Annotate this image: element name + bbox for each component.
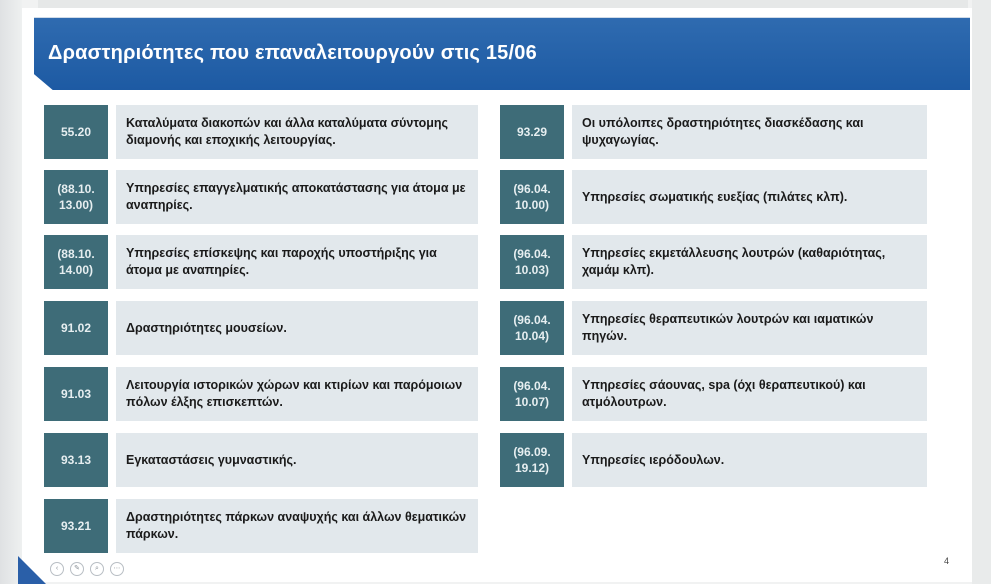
activity-code: 93.21 xyxy=(44,499,108,553)
slide-title: Δραστηριότητες που επαναλειτουργούν στις 15/06 xyxy=(48,42,537,64)
activity-description: Λειτουργία ιστορικών χώρων και κτιρίων και παρόμοιων πόλων έλξης επισκεπτών. xyxy=(116,367,478,421)
list-item xyxy=(500,105,927,159)
activity-code: 91.03 xyxy=(44,367,108,421)
pen-icon[interactable]: ✎ xyxy=(70,562,84,576)
activity-description: Υπηρεσίες επίσκεψης και παροχής υποστήριξης για άτομα με αναπηρίες. xyxy=(116,235,478,289)
list-item xyxy=(44,433,478,487)
list-item xyxy=(44,301,478,355)
activity-code: 55.20 xyxy=(44,105,108,159)
slide xyxy=(22,8,972,582)
list-item xyxy=(500,301,927,355)
right-edge xyxy=(972,0,991,584)
activity-code: 93.13 xyxy=(44,433,108,487)
activity-code: (96.04. 10.07) xyxy=(500,367,564,421)
activity-code: 91.02 xyxy=(44,301,108,355)
activity-description: Υπηρεσίες επαγγελματικής αποκατάστασης για άτομα με αναπηρίες. xyxy=(116,170,478,224)
activity-description: Υπηρεσίες σωματικής ευεξίας (πιλάτες κλπ). xyxy=(572,170,927,224)
activity-code: 93.29 xyxy=(500,105,564,159)
slide-toolbar xyxy=(50,562,124,576)
activity-description: Εγκαταστάσεις γυμναστικής. xyxy=(116,433,478,487)
top-bar xyxy=(38,0,968,8)
corner-triangle xyxy=(18,556,46,584)
list-item xyxy=(44,235,478,289)
page-number: 4 xyxy=(944,556,950,566)
list-item xyxy=(44,367,478,421)
list-item xyxy=(500,235,927,289)
activity-code: (88.10. 14.00) xyxy=(44,235,108,289)
activity-code: (96.04. 10.04) xyxy=(500,301,564,355)
activity-description: Δραστηριότητες πάρκων αναψυχής και άλλων θεματικών πάρκων. xyxy=(116,499,478,553)
list-item xyxy=(44,499,478,553)
list-item xyxy=(500,367,927,421)
prev-slide-icon[interactable]: ‹ xyxy=(50,562,64,576)
activity-code: (96.04. 10.00) xyxy=(500,170,564,224)
activity-code: (88.10. 13.00) xyxy=(44,170,108,224)
activity-description: Υπηρεσίες θεραπευτικών λουτρών και ιαματικών πηγών. xyxy=(572,301,927,355)
list-item xyxy=(500,433,927,487)
list-item xyxy=(44,105,478,159)
left-edge xyxy=(0,0,22,584)
activity-description: Υπηρεσίες σάουνας, spa (όχι θεραπευτικού) και ατμόλουτρων. xyxy=(572,367,927,421)
list-item xyxy=(500,170,927,224)
more-options-icon[interactable]: ⋯ xyxy=(110,562,124,576)
list-item xyxy=(44,170,478,224)
activity-description: Υπηρεσίες εκμετάλλευσης λουτρών (καθαριότητας, χαμάμ κλπ). xyxy=(572,235,927,289)
activity-code: (96.04. 10.03) xyxy=(500,235,564,289)
activity-description: Δραστηριότητες μουσείων. xyxy=(116,301,478,355)
zoom-icon[interactable]: ⌕ xyxy=(90,562,104,576)
activity-code: (96.09. 19.12) xyxy=(500,433,564,487)
activity-description: Οι υπόλοιπες δραστηριότητες διασκέδασης και ψυχαγωγίας. xyxy=(572,105,927,159)
activity-description: Καταλύματα διακοπών και άλλα καταλύματα σύντομης διαμονής και εποχικής λειτουργίας. xyxy=(116,105,478,159)
activity-description: Υπηρεσίες ιερόδουλων. xyxy=(572,433,927,487)
